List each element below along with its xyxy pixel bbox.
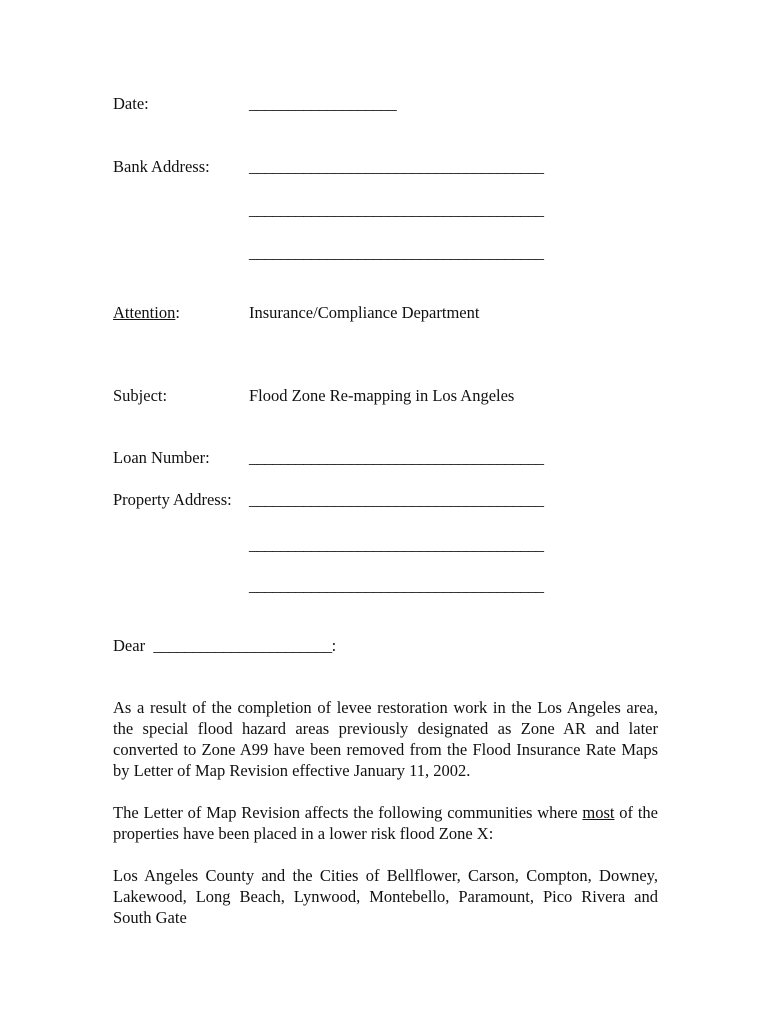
bank-address-label: Bank Address: [113,157,210,176]
paragraph-2-before: The Letter of Map Revision affects the following communities where [113,803,583,822]
body-paragraph-2 [113,802,658,844]
attention-label-text: Attention [113,303,176,322]
attention-value: Insurance/Compliance Department [249,303,480,322]
loan-number-blank: ______________________________________ [249,448,544,467]
subject-value: Flood Zone Re-mapping in Los Angeles [249,386,515,405]
paragraph-2-emphasis: most [582,803,615,822]
date-label: Date: [113,94,149,113]
date-blank: ___________________ [249,94,397,113]
property-address-blank-3: ______________________________________ [249,576,544,595]
bank-address-blank-1: ______________________________________ [249,157,544,176]
body-paragraph-1: As a result of the completion of levee restoration work in the Los Angeles area, the special flood hazard areas previously designated as Zone AR and later converted to Zone A99 have been removed from the Flood Insurance Rate Maps by Letter of Map Revision effective January 11, 2002. [113,698,658,780]
paragraph-2-after: of the properties have been placed in a lower risk flood Zone X: [113,803,658,843]
body-paragraph-3: Los Angeles County and the Cities of Bellflower, Carson, Compton, Downey, Lakewood, Long Beach, Lynwood, Montebello, Paramount, Pico Rivera and South Gate [113,866,658,927]
bank-address-blank-2: ______________________________________ [249,200,544,219]
loan-number-label: Loan Number: [113,448,210,467]
property-address-label: Property Address: [113,490,232,509]
salutation [113,636,336,656]
subject-label: Subject: [113,386,168,405]
attention-label [113,303,180,323]
salutation-blank: _______________________ [153,636,332,655]
bank-address-blank-3: ______________________________________ [249,243,544,262]
property-address-blank-2: ______________________________________ [249,535,544,554]
salutation-prefix: Dear [113,636,146,655]
property-address-blank-1: ______________________________________ [249,490,544,509]
attention-colon: : [175,303,180,322]
salutation-suffix: : [331,636,337,655]
